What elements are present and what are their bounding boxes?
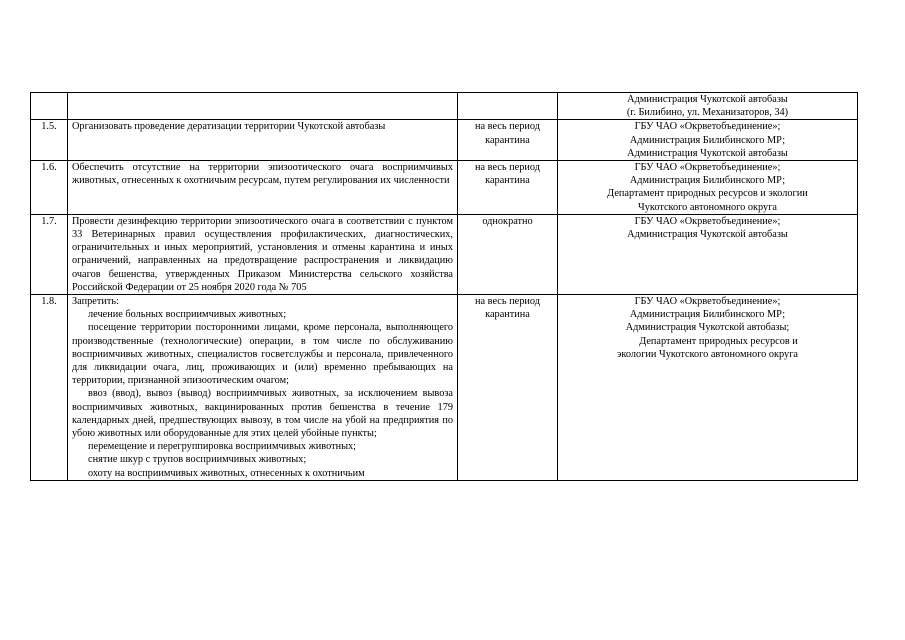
table-row	[31, 161, 858, 215]
responsible-line: экологии Чукотского автономного округа	[617, 348, 798, 360]
responsible-line: Администрация Чукотской автобазы	[627, 229, 788, 241]
responsible-line: ГБУ ЧАО «Окрветобъединение»;	[634, 162, 781, 174]
action-item: охоту на восприимчивых животных, отнесенных к охотничьим	[88, 467, 365, 479]
row-action	[68, 295, 458, 481]
responsible-line: Администрация Чукотской автобазы	[627, 94, 788, 105]
responsible-line: Администрация Билибинского МР;	[629, 134, 786, 146]
responsible-line: Администрация Чукотской автобазы;	[625, 322, 790, 334]
row-action: Организовать проведение дератизации территории Чукотской автобазы	[68, 120, 458, 161]
action-item: ввоз (ввод), вывоз (вывод) восприимчивых животных, за исключением вывоза восприимчивых животных, вакцинированных против бешенства в течение 179 календарных дней, предшествующих вывозу, в том числе на убой на предприятия по убою животных или оборудованные для этих целей убойные пункты;	[72, 388, 453, 440]
action-item: снятие шкур с трупов восприимчивых животных;	[88, 454, 307, 466]
row-number: 1.5.	[31, 120, 68, 161]
responsible-line: Департамент природных ресурсов и экологии	[607, 188, 808, 200]
row-term: на весь период карантина	[458, 161, 558, 215]
row-responsible	[558, 295, 858, 481]
responsible-line: ГБУ ЧАО «Окрветобъединение»;	[634, 296, 781, 308]
row-responsible	[558, 93, 858, 120]
table-row	[31, 120, 858, 161]
table-row	[31, 214, 858, 294]
row-term: однократно	[458, 214, 558, 294]
measures-table	[30, 92, 858, 481]
row-term: на весь период карантина	[458, 120, 558, 161]
row-action: Обеспечить отсутствие на территории эпизоотического очага восприимчивых животных, отнесенных к охотничьим ресурсам, путем регулирования их численности	[68, 161, 458, 215]
row-action: Провести дезинфекцию территории эпизоотического очага в соответствии с пунктом 33 Ветеринарных правил осуществления профилактических, диагностических, ограничительных и иных мероприятий, установления и отмены карантина и иных ограничений, направленных на предотвращение распространения и ликвидацию очагов бешенства, утвержденных Приказом Министерства сельского хозяйства Российской Федерации от 25 ноября 2020 года № 705	[68, 214, 458, 294]
action-item: посещение территории посторонними лицами, кроме персонала, выполняющего производственные (технологические) операции, в том числе по обслуживанию восприимчивых животных, специалистов госветслужбы и персонала, привлеченного для ликвидации очага, лиц, проживающих и (или) временно пребывающих на территории, признанной эпизоотическим очагом;	[72, 322, 453, 387]
row-responsible	[558, 161, 858, 215]
responsible-line: ГБУ ЧАО «Окрветобъединение»;	[634, 215, 781, 227]
table-row	[31, 295, 858, 481]
row-number: 1.6.	[31, 161, 68, 215]
responsible-line: Администрация Билибинского МР;	[629, 309, 786, 321]
responsible-line: Администрация Билибинского МР;	[629, 175, 786, 187]
row-term: на весь период карантина	[458, 295, 558, 481]
responsible-line: Чукотского автономного округа	[638, 201, 777, 213]
row-number: 1.8.	[31, 295, 68, 481]
action-title: Запретить:	[72, 296, 119, 308]
row-responsible	[558, 214, 858, 294]
row-number: 1.7.	[31, 214, 68, 294]
table-row	[31, 93, 858, 120]
row-number	[31, 93, 68, 120]
responsible-line: Департамент природных ресурсов и	[639, 335, 798, 347]
row-action	[68, 93, 458, 120]
row-term	[458, 93, 558, 120]
responsible-line: ГБУ ЧАО «Окрветобъединение»;	[634, 121, 781, 133]
responsible-line: (г. Билибино, ул. Механизаторов, 34)	[626, 107, 789, 119]
action-item: лечение больных восприимчивых животных;	[88, 309, 287, 321]
responsible-line: Администрация Чукотской автобазы	[627, 147, 788, 159]
action-item: перемещение и перегруппировка восприимчивых животных;	[88, 441, 357, 453]
row-responsible	[558, 120, 858, 161]
